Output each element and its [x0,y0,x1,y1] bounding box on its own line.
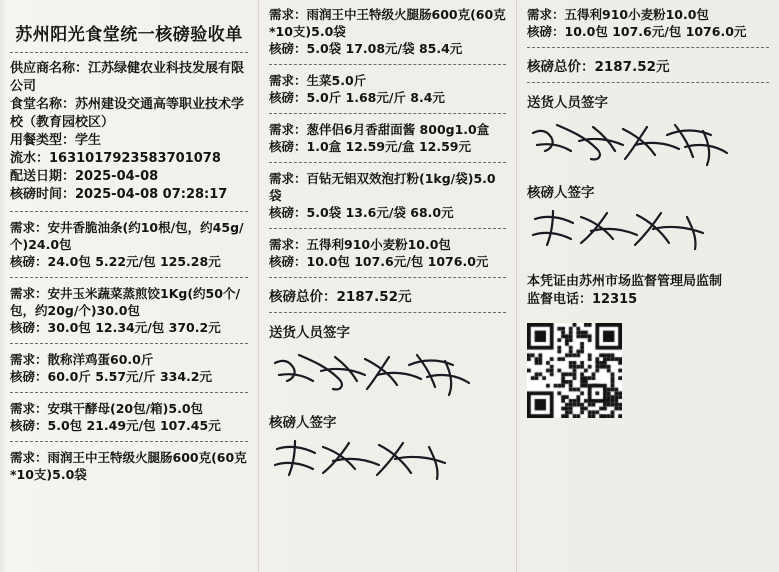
weigher-signature [269,435,506,493]
line-item-demand: 需求：雨润王中王特级火腿肠600克(60克*10支)5.0袋 [269,7,506,39]
receipt-column-middle [258,0,516,572]
line-item-weigh: 核磅：5.0袋 17.08元/袋 85.4元 [269,41,463,56]
supplier-meta-block [10,60,248,204]
divider [10,52,248,53]
meta-supplier-name: 供应商名称：江苏绿健农业科技发展有限公司 [10,61,245,94]
meta-delivery-date: 配送日期：2025-04-08 [10,169,159,184]
line-item-weigh: 核磅：5.0袋 13.6元/袋 68.0元 [269,205,454,220]
line-item-demand: 需求：安琪干酵母(20包/箱)5.0包 [10,401,204,416]
line-item-demand: 需求：安井香脆油条(约10根/包，约45g/个)24.0包 [10,220,244,252]
delivery-signature-label: 送货人员签字 [527,95,608,111]
divider [10,277,248,278]
line-item [527,6,769,40]
weigher-signature-label: 核磅人签字 [269,415,337,431]
delivery-signature [269,345,506,403]
meta-canteen-name: 食堂名称：苏州建设交通高等职业技术学校（教育园校区） [10,97,245,130]
line-item-demand: 需求：葱伴侣6月香甜面酱 800g1.0盒 [269,122,490,137]
divider [269,113,506,114]
footnote-line-2: 监督电话：12315 [527,292,638,307]
line-item [10,219,248,270]
receipt-column-right [516,0,779,572]
line-item-demand: 需求：散称洋鸡蛋60.0斤 [10,352,154,367]
divider [527,47,769,48]
line-item [10,351,248,385]
divider [10,343,248,344]
meta-meal-type: 用餐类型：学生 [10,133,102,148]
page-title: 苏州阳光食堂统一核磅验收单 [15,25,243,45]
total-price: 核磅总价：2187.52元 [527,59,670,75]
divider [10,211,248,212]
line-item-weigh: 核磅：5.0斤 1.68元/斤 8.4元 [269,90,445,105]
meta-weigh-time: 核磅时间：2025-04-08 07:28:17 [10,187,228,202]
line-item [269,6,506,57]
delivery-signature [527,115,769,173]
line-item-demand: 需求：五得利910小麦粉10.0包 [269,237,451,252]
line-item [269,72,506,106]
line-item-demand: 需求：雨润王中王特级火腿肠600克(60克*10支)5.0袋 [10,450,247,482]
line-item-weigh: 核磅：24.0包 5.22元/包 125.28元 [10,254,221,269]
line-item-demand: 需求：五得利910小麦粉10.0包 [527,7,709,22]
line-item-weigh: 核磅：10.0包 107.6元/包 1076.0元 [527,24,747,39]
divider [10,441,248,442]
divider [269,312,506,313]
line-item-weigh: 核磅：1.0盒 12.59元/盒 12.59元 [269,139,471,154]
meta-serial-number: 流水：1631017923583701078 [10,151,221,166]
divider [269,162,506,163]
divider [269,64,506,65]
line-item-weigh: 核磅：30.0包 12.34元/包 370.2元 [10,320,221,335]
line-item [269,170,506,221]
line-item-weigh: 核磅：60.0斤 5.57元/斤 334.2元 [10,369,212,384]
qr-code [527,323,622,418]
line-item-weigh: 核磅：10.0包 107.6元/包 1076.0元 [269,254,489,269]
line-item-demand: 需求：百钻无铝双效泡打粉(1kg/袋)5.0袋 [269,171,496,203]
total-price: 核磅总价：2187.52元 [269,289,412,305]
weigher-signature [527,205,769,263]
line-item [269,121,506,155]
divider [269,228,506,229]
line-item-demand: 需求：生菜5.0斤 [269,73,367,88]
divider [10,392,248,393]
line-item-demand: 需求：安井玉米蔬菜蒸煎饺1Kg(约50个/包，约20g/个)30.0包 [10,286,241,318]
footnote-line-1: 本凭证由苏州市场监督管理局监制 [527,274,723,289]
receipt-column-left [0,0,258,572]
delivery-signature-label: 送货人员签字 [269,325,350,341]
line-item-weigh: 核磅：5.0包 21.49元/包 107.45元 [10,418,221,433]
divider [269,277,506,278]
weigher-signature-label: 核磅人签字 [527,185,595,201]
divider [527,82,769,83]
line-item [10,285,248,336]
footnote [527,273,769,309]
line-item [10,400,248,434]
line-item [269,236,506,270]
line-item [10,449,248,483]
